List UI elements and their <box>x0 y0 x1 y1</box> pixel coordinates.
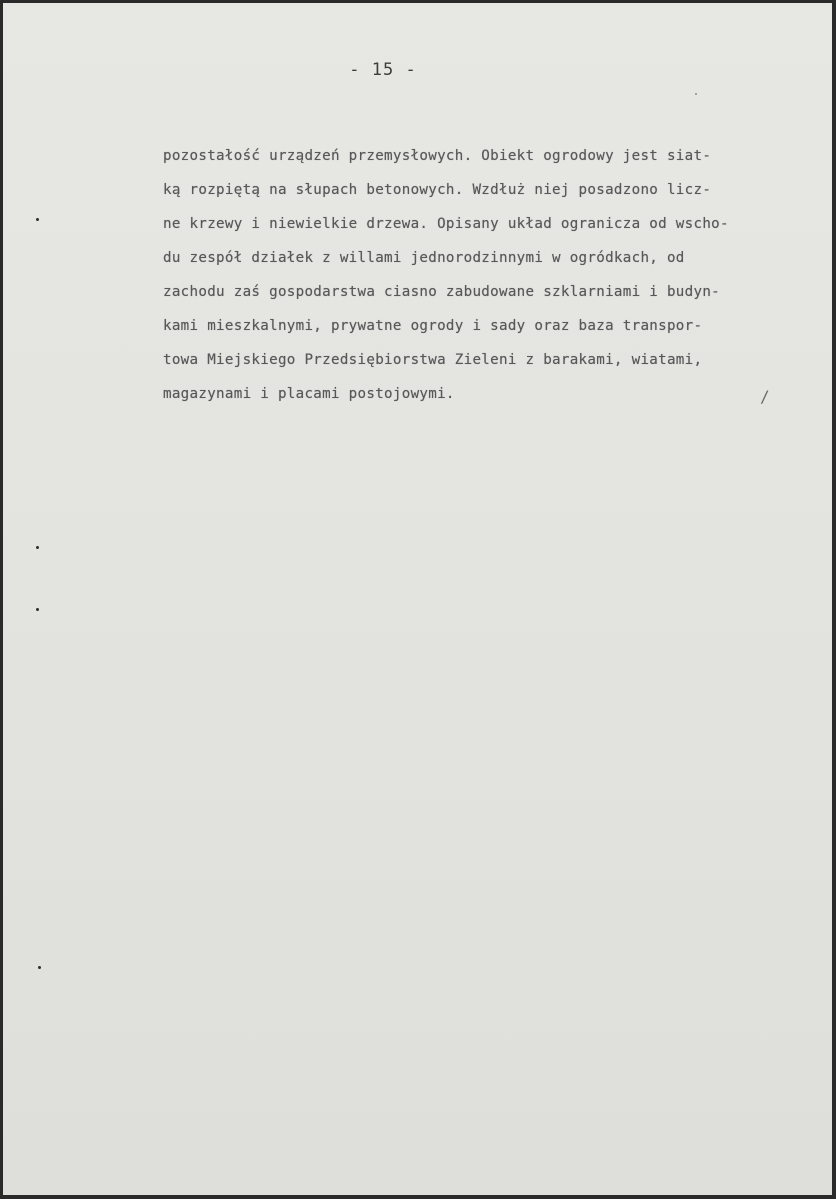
punch-mark <box>36 218 39 221</box>
end-mark: / <box>760 387 770 406</box>
text-line: ką rozpiętą na słupach betonowych. Wzdłuż niej posadzono licz- <box>163 182 712 198</box>
text-line: zachodu zaś gospodarstwa ciasno zabudowane szklarniami i budyn- <box>163 284 721 300</box>
text-line: kami mieszkalnymi, prywatne ogrody i sady oraz baza transpor- <box>163 318 703 334</box>
punch-mark <box>38 966 41 969</box>
text-line: ne krzewy i niewielkie drzewa. Opisany układ ogranicza od wscho- <box>163 216 729 232</box>
text-line: du zespół działek z willami jednorodzinnymi w ogródkach, od <box>163 250 685 266</box>
text-line: magazynami i placami postojowymi. <box>163 386 455 402</box>
text-line: pozostałość urządzeń przemysłowych. Obiekt ogrodowy jest siat- <box>163 148 712 164</box>
text-line: towa Miejskiego Przedsiębiorstwa Zieleni z barakami, wiatami, <box>163 352 703 368</box>
page-number: - 15 - <box>349 60 417 80</box>
speck-mark <box>695 93 697 95</box>
body-text <box>163 139 813 411</box>
punch-mark <box>36 608 39 611</box>
punch-mark <box>36 546 39 549</box>
